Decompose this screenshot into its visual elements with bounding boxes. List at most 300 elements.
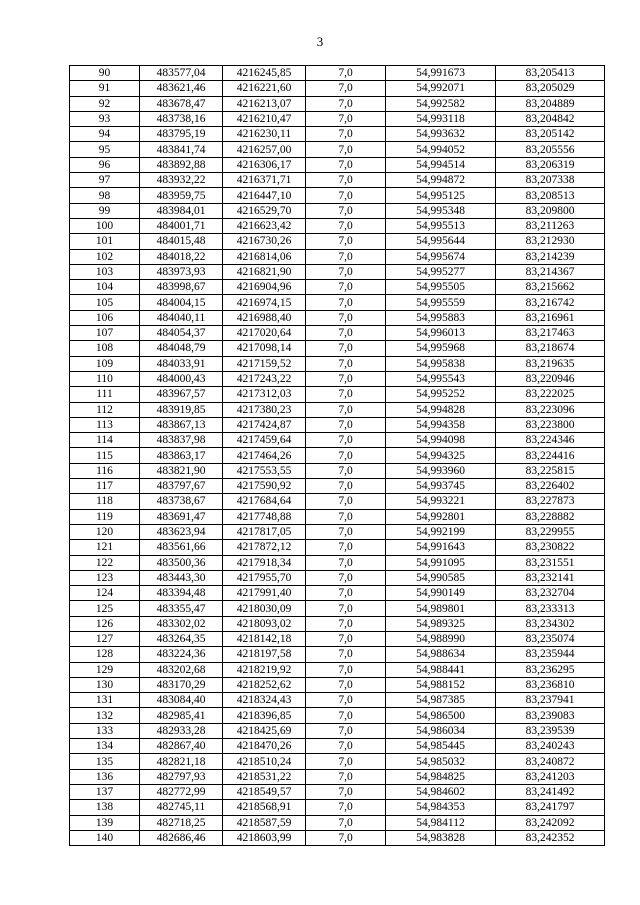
y-coordinate-cell: 4217991,40 — [223, 586, 306, 601]
table-row — [70, 111, 605, 126]
point-number-cell: 125 — [70, 601, 140, 616]
table-row — [70, 815, 605, 830]
longitude-cell: 83,211263 — [496, 218, 605, 233]
height-cell: 7,0 — [306, 295, 386, 310]
y-coordinate-cell: 4218470,26 — [223, 739, 306, 754]
height-cell: 7,0 — [306, 433, 386, 448]
table-row — [70, 540, 605, 555]
height-cell: 7,0 — [306, 280, 386, 295]
x-coordinate-cell: 482821,18 — [140, 754, 223, 769]
height-cell: 7,0 — [306, 142, 386, 157]
latitude-cell: 54,994514 — [386, 157, 496, 172]
y-coordinate-cell: 4217817,05 — [223, 524, 306, 539]
table-row — [70, 264, 605, 279]
point-number-cell: 129 — [70, 662, 140, 677]
table-row — [70, 769, 605, 784]
table-row — [70, 218, 605, 233]
longitude-cell: 83,225815 — [496, 463, 605, 478]
longitude-cell: 83,236810 — [496, 677, 605, 692]
height-cell: 7,0 — [306, 81, 386, 96]
table-row — [70, 402, 605, 417]
y-coordinate-cell: 4217955,70 — [223, 570, 306, 585]
height-cell: 7,0 — [306, 631, 386, 646]
latitude-cell: 54,993632 — [386, 127, 496, 142]
height-cell: 7,0 — [306, 173, 386, 188]
longitude-cell: 83,219635 — [496, 356, 605, 371]
longitude-cell: 83,205413 — [496, 66, 605, 81]
longitude-cell: 83,240872 — [496, 754, 605, 769]
longitude-cell: 83,204889 — [496, 96, 605, 111]
longitude-cell: 83,235944 — [496, 647, 605, 662]
latitude-cell: 54,995277 — [386, 264, 496, 279]
y-coordinate-cell: 4217312,03 — [223, 387, 306, 402]
y-coordinate-cell: 4216623,42 — [223, 218, 306, 233]
latitude-cell: 54,985032 — [386, 754, 496, 769]
height-cell: 7,0 — [306, 524, 386, 539]
height-cell: 7,0 — [306, 540, 386, 555]
x-coordinate-cell: 483691,47 — [140, 509, 223, 524]
y-coordinate-cell: 4217684,64 — [223, 494, 306, 509]
latitude-cell: 54,995125 — [386, 188, 496, 203]
longitude-cell: 83,227873 — [496, 494, 605, 509]
x-coordinate-cell: 484000,43 — [140, 371, 223, 386]
longitude-cell: 83,212930 — [496, 234, 605, 249]
table-row — [70, 127, 605, 142]
table-row — [70, 830, 605, 845]
longitude-cell: 83,209800 — [496, 203, 605, 218]
table-row — [70, 234, 605, 249]
height-cell: 7,0 — [306, 234, 386, 249]
latitude-cell: 54,988990 — [386, 631, 496, 646]
x-coordinate-cell: 483678,47 — [140, 96, 223, 111]
height-cell: 7,0 — [306, 723, 386, 738]
x-coordinate-cell: 483797,67 — [140, 479, 223, 494]
x-coordinate-cell: 483443,30 — [140, 570, 223, 585]
point-number-cell: 111 — [70, 387, 140, 402]
longitude-cell: 83,239539 — [496, 723, 605, 738]
table-row — [70, 371, 605, 386]
point-number-cell: 124 — [70, 586, 140, 601]
x-coordinate-cell: 483892,88 — [140, 157, 223, 172]
x-coordinate-cell: 483932,22 — [140, 173, 223, 188]
height-cell: 7,0 — [306, 800, 386, 815]
y-coordinate-cell: 4218142,18 — [223, 631, 306, 646]
point-number-cell: 105 — [70, 295, 140, 310]
y-coordinate-cell: 4216257,00 — [223, 142, 306, 157]
point-number-cell: 108 — [70, 341, 140, 356]
table-row — [70, 295, 605, 310]
latitude-cell: 54,990585 — [386, 570, 496, 585]
longitude-cell: 83,235074 — [496, 631, 605, 646]
x-coordinate-cell: 483738,67 — [140, 494, 223, 509]
height-cell: 7,0 — [306, 356, 386, 371]
latitude-cell: 54,991673 — [386, 66, 496, 81]
longitude-cell: 83,205029 — [496, 81, 605, 96]
latitude-cell: 54,984112 — [386, 815, 496, 830]
point-number-cell: 133 — [70, 723, 140, 738]
height-cell: 7,0 — [306, 417, 386, 432]
x-coordinate-cell: 483302,02 — [140, 616, 223, 631]
y-coordinate-cell: 4218531,22 — [223, 769, 306, 784]
height-cell: 7,0 — [306, 218, 386, 233]
y-coordinate-cell: 4218324,43 — [223, 693, 306, 708]
table-row — [70, 800, 605, 815]
height-cell: 7,0 — [306, 677, 386, 692]
x-coordinate-cell: 483355,47 — [140, 601, 223, 616]
table-row — [70, 524, 605, 539]
height-cell: 7,0 — [306, 66, 386, 81]
point-number-cell: 109 — [70, 356, 140, 371]
longitude-cell: 83,233313 — [496, 601, 605, 616]
x-coordinate-cell: 482686,46 — [140, 830, 223, 845]
latitude-cell: 54,987385 — [386, 693, 496, 708]
latitude-cell: 54,995505 — [386, 280, 496, 295]
table-row — [70, 555, 605, 570]
latitude-cell: 54,994098 — [386, 433, 496, 448]
y-coordinate-cell: 4216230,11 — [223, 127, 306, 142]
height-cell: 7,0 — [306, 509, 386, 524]
table-row — [70, 326, 605, 341]
longitude-cell: 83,223800 — [496, 417, 605, 432]
table-row — [70, 708, 605, 723]
table-row — [70, 647, 605, 662]
longitude-cell: 83,208513 — [496, 188, 605, 203]
x-coordinate-cell: 484004,15 — [140, 295, 223, 310]
point-number-cell: 110 — [70, 371, 140, 386]
longitude-cell: 83,224416 — [496, 448, 605, 463]
longitude-cell: 83,214367 — [496, 264, 605, 279]
point-number-cell: 134 — [70, 739, 140, 754]
point-number-cell: 126 — [70, 616, 140, 631]
page-number: 3 — [316, 34, 324, 49]
table-row — [70, 142, 605, 157]
y-coordinate-cell: 4216245,85 — [223, 66, 306, 81]
latitude-cell: 54,993960 — [386, 463, 496, 478]
height-cell: 7,0 — [306, 310, 386, 325]
point-number-cell: 93 — [70, 111, 140, 126]
latitude-cell: 54,995838 — [386, 356, 496, 371]
height-cell: 7,0 — [306, 815, 386, 830]
table-row — [70, 631, 605, 646]
height-cell: 7,0 — [306, 402, 386, 417]
latitude-cell: 54,995883 — [386, 310, 496, 325]
point-number-cell: 131 — [70, 693, 140, 708]
point-number-cell: 138 — [70, 800, 140, 815]
point-number-cell: 94 — [70, 127, 140, 142]
table-row — [70, 280, 605, 295]
point-number-cell: 101 — [70, 234, 140, 249]
table-row — [70, 784, 605, 799]
table-row — [70, 433, 605, 448]
point-number-cell: 91 — [70, 81, 140, 96]
point-number-cell: 122 — [70, 555, 140, 570]
x-coordinate-cell: 483821,90 — [140, 463, 223, 478]
y-coordinate-cell: 4216814,06 — [223, 249, 306, 264]
longitude-cell: 83,223096 — [496, 402, 605, 417]
y-coordinate-cell: 4217380,23 — [223, 402, 306, 417]
x-coordinate-cell: 483867,13 — [140, 417, 223, 432]
height-cell: 7,0 — [306, 784, 386, 799]
point-number-cell: 114 — [70, 433, 140, 448]
longitude-cell: 83,222025 — [496, 387, 605, 402]
latitude-cell: 54,995543 — [386, 371, 496, 386]
table-row — [70, 723, 605, 738]
height-cell: 7,0 — [306, 264, 386, 279]
point-number-cell: 137 — [70, 784, 140, 799]
height-cell: 7,0 — [306, 586, 386, 601]
longitude-cell: 83,241492 — [496, 784, 605, 799]
height-cell: 7,0 — [306, 708, 386, 723]
y-coordinate-cell: 4216904,96 — [223, 280, 306, 295]
y-coordinate-cell: 4216447,10 — [223, 188, 306, 203]
table-row — [70, 494, 605, 509]
point-number-cell: 118 — [70, 494, 140, 509]
y-coordinate-cell: 4217098,14 — [223, 341, 306, 356]
longitude-cell: 83,220946 — [496, 371, 605, 386]
table-row — [70, 356, 605, 371]
longitude-cell: 83,224346 — [496, 433, 605, 448]
x-coordinate-cell: 484033,91 — [140, 356, 223, 371]
x-coordinate-cell: 482718,25 — [140, 815, 223, 830]
point-number-cell: 135 — [70, 754, 140, 769]
latitude-cell: 54,985445 — [386, 739, 496, 754]
latitude-cell: 54,994052 — [386, 142, 496, 157]
y-coordinate-cell: 4216221,60 — [223, 81, 306, 96]
x-coordinate-cell: 483394,48 — [140, 586, 223, 601]
longitude-cell: 83,205556 — [496, 142, 605, 157]
point-number-cell: 92 — [70, 96, 140, 111]
latitude-cell: 54,989325 — [386, 616, 496, 631]
latitude-cell: 54,994358 — [386, 417, 496, 432]
y-coordinate-cell: 4218030,09 — [223, 601, 306, 616]
height-cell: 7,0 — [306, 111, 386, 126]
table-row — [70, 479, 605, 494]
height-cell: 7,0 — [306, 448, 386, 463]
longitude-cell: 83,206319 — [496, 157, 605, 172]
height-cell: 7,0 — [306, 127, 386, 142]
height-cell: 7,0 — [306, 647, 386, 662]
x-coordinate-cell: 484048,79 — [140, 341, 223, 356]
table-row — [70, 81, 605, 96]
point-number-cell: 127 — [70, 631, 140, 646]
y-coordinate-cell: 4217553,55 — [223, 463, 306, 478]
height-cell: 7,0 — [306, 96, 386, 111]
table-row — [70, 739, 605, 754]
point-number-cell: 119 — [70, 509, 140, 524]
table-row — [70, 601, 605, 616]
table-row — [70, 662, 605, 677]
y-coordinate-cell: 4218603,99 — [223, 830, 306, 845]
height-cell: 7,0 — [306, 203, 386, 218]
table-row — [70, 570, 605, 585]
latitude-cell: 54,986500 — [386, 708, 496, 723]
latitude-cell: 54,994872 — [386, 173, 496, 188]
y-coordinate-cell: 4217748,88 — [223, 509, 306, 524]
point-number-cell: 100 — [70, 218, 140, 233]
table-row — [70, 310, 605, 325]
point-number-cell: 104 — [70, 280, 140, 295]
table-row — [70, 616, 605, 631]
table-row — [70, 448, 605, 463]
table-row — [70, 463, 605, 478]
latitude-cell: 54,995513 — [386, 218, 496, 233]
latitude-cell: 54,992199 — [386, 524, 496, 539]
latitude-cell: 54,984353 — [386, 800, 496, 815]
x-coordinate-cell: 482933,28 — [140, 723, 223, 738]
point-number-cell: 102 — [70, 249, 140, 264]
latitude-cell: 54,996013 — [386, 326, 496, 341]
x-coordinate-cell: 483264,35 — [140, 631, 223, 646]
y-coordinate-cell: 4217872,12 — [223, 540, 306, 555]
longitude-cell: 83,237941 — [496, 693, 605, 708]
point-number-cell: 139 — [70, 815, 140, 830]
x-coordinate-cell: 484015,48 — [140, 234, 223, 249]
point-number-cell: 90 — [70, 66, 140, 81]
point-number-cell: 140 — [70, 830, 140, 845]
x-coordinate-cell: 483170,29 — [140, 677, 223, 692]
latitude-cell: 54,992582 — [386, 96, 496, 111]
latitude-cell: 54,995674 — [386, 249, 496, 264]
y-coordinate-cell: 4218197,58 — [223, 647, 306, 662]
x-coordinate-cell: 483577,04 — [140, 66, 223, 81]
y-coordinate-cell: 4218510,24 — [223, 754, 306, 769]
x-coordinate-cell: 483795,19 — [140, 127, 223, 142]
x-coordinate-cell: 483998,67 — [140, 280, 223, 295]
point-number-cell: 97 — [70, 173, 140, 188]
height-cell: 7,0 — [306, 830, 386, 845]
point-number-cell: 115 — [70, 448, 140, 463]
longitude-cell: 83,230822 — [496, 540, 605, 555]
latitude-cell: 54,995644 — [386, 234, 496, 249]
x-coordinate-cell: 484040,11 — [140, 310, 223, 325]
point-number-cell: 128 — [70, 647, 140, 662]
y-coordinate-cell: 4217424,87 — [223, 417, 306, 432]
y-coordinate-cell: 4216210,47 — [223, 111, 306, 126]
point-number-cell: 120 — [70, 524, 140, 539]
height-cell: 7,0 — [306, 570, 386, 585]
longitude-cell: 83,217463 — [496, 326, 605, 341]
y-coordinate-cell: 4217020,64 — [223, 326, 306, 341]
longitude-cell: 83,226402 — [496, 479, 605, 494]
height-cell: 7,0 — [306, 662, 386, 677]
table-row — [70, 417, 605, 432]
point-number-cell: 113 — [70, 417, 140, 432]
height-cell: 7,0 — [306, 188, 386, 203]
height-cell: 7,0 — [306, 387, 386, 402]
point-number-cell: 96 — [70, 157, 140, 172]
latitude-cell: 54,995252 — [386, 387, 496, 402]
latitude-cell: 54,993221 — [386, 494, 496, 509]
height-cell: 7,0 — [306, 326, 386, 341]
point-number-cell: 103 — [70, 264, 140, 279]
latitude-cell: 54,991643 — [386, 540, 496, 555]
y-coordinate-cell: 4218219,92 — [223, 662, 306, 677]
y-coordinate-cell: 4218587,59 — [223, 815, 306, 830]
x-coordinate-cell: 483738,16 — [140, 111, 223, 126]
point-number-cell: 121 — [70, 540, 140, 555]
longitude-cell: 83,231551 — [496, 555, 605, 570]
point-number-cell: 106 — [70, 310, 140, 325]
point-number-cell: 136 — [70, 769, 140, 784]
table-row — [70, 188, 605, 203]
y-coordinate-cell: 4217918,34 — [223, 555, 306, 570]
height-cell: 7,0 — [306, 616, 386, 631]
height-cell: 7,0 — [306, 494, 386, 509]
height-cell: 7,0 — [306, 341, 386, 356]
coordinates-table — [69, 65, 605, 846]
x-coordinate-cell: 483959,75 — [140, 188, 223, 203]
longitude-cell: 83,215662 — [496, 280, 605, 295]
y-coordinate-cell: 4217459,64 — [223, 433, 306, 448]
latitude-cell: 54,988152 — [386, 677, 496, 692]
latitude-cell: 54,984602 — [386, 784, 496, 799]
table-row — [70, 341, 605, 356]
longitude-cell: 83,205142 — [496, 127, 605, 142]
longitude-cell: 83,236295 — [496, 662, 605, 677]
x-coordinate-cell: 483973,93 — [140, 264, 223, 279]
longitude-cell: 83,241203 — [496, 769, 605, 784]
point-number-cell: 112 — [70, 402, 140, 417]
point-number-cell: 99 — [70, 203, 140, 218]
y-coordinate-cell: 4218425,69 — [223, 723, 306, 738]
point-number-cell: 95 — [70, 142, 140, 157]
latitude-cell: 54,984825 — [386, 769, 496, 784]
point-number-cell: 132 — [70, 708, 140, 723]
latitude-cell: 54,994325 — [386, 448, 496, 463]
longitude-cell: 83,214239 — [496, 249, 605, 264]
point-number-cell: 123 — [70, 570, 140, 585]
y-coordinate-cell: 4218093,02 — [223, 616, 306, 631]
x-coordinate-cell: 483621,46 — [140, 81, 223, 96]
table-row — [70, 387, 605, 402]
y-coordinate-cell: 4216213,07 — [223, 96, 306, 111]
y-coordinate-cell: 4218568,91 — [223, 800, 306, 815]
longitude-cell: 83,218674 — [496, 341, 605, 356]
y-coordinate-cell: 4216988,40 — [223, 310, 306, 325]
y-coordinate-cell: 4216306,17 — [223, 157, 306, 172]
height-cell: 7,0 — [306, 157, 386, 172]
latitude-cell: 54,993118 — [386, 111, 496, 126]
y-coordinate-cell: 4218549,57 — [223, 784, 306, 799]
latitude-cell: 54,990149 — [386, 586, 496, 601]
table-row — [70, 203, 605, 218]
point-number-cell: 117 — [70, 479, 140, 494]
x-coordinate-cell: 483224,36 — [140, 647, 223, 662]
table-row — [70, 693, 605, 708]
y-coordinate-cell: 4218252,62 — [223, 677, 306, 692]
longitude-cell: 83,234302 — [496, 616, 605, 631]
longitude-cell: 83,232704 — [496, 586, 605, 601]
y-coordinate-cell: 4216821,90 — [223, 264, 306, 279]
longitude-cell: 83,240243 — [496, 739, 605, 754]
longitude-cell: 83,241797 — [496, 800, 605, 815]
x-coordinate-cell: 483623,94 — [140, 524, 223, 539]
y-coordinate-cell: 4216730,26 — [223, 234, 306, 249]
table-row — [70, 96, 605, 111]
point-number-cell: 107 — [70, 326, 140, 341]
longitude-cell: 83,216742 — [496, 295, 605, 310]
height-cell: 7,0 — [306, 601, 386, 616]
latitude-cell: 54,988441 — [386, 662, 496, 677]
latitude-cell: 54,995348 — [386, 203, 496, 218]
latitude-cell: 54,991095 — [386, 555, 496, 570]
latitude-cell: 54,995968 — [386, 341, 496, 356]
x-coordinate-cell: 483202,68 — [140, 662, 223, 677]
table-row — [70, 66, 605, 81]
longitude-cell: 83,232141 — [496, 570, 605, 585]
point-number-cell: 116 — [70, 463, 140, 478]
x-coordinate-cell: 482745,11 — [140, 800, 223, 815]
